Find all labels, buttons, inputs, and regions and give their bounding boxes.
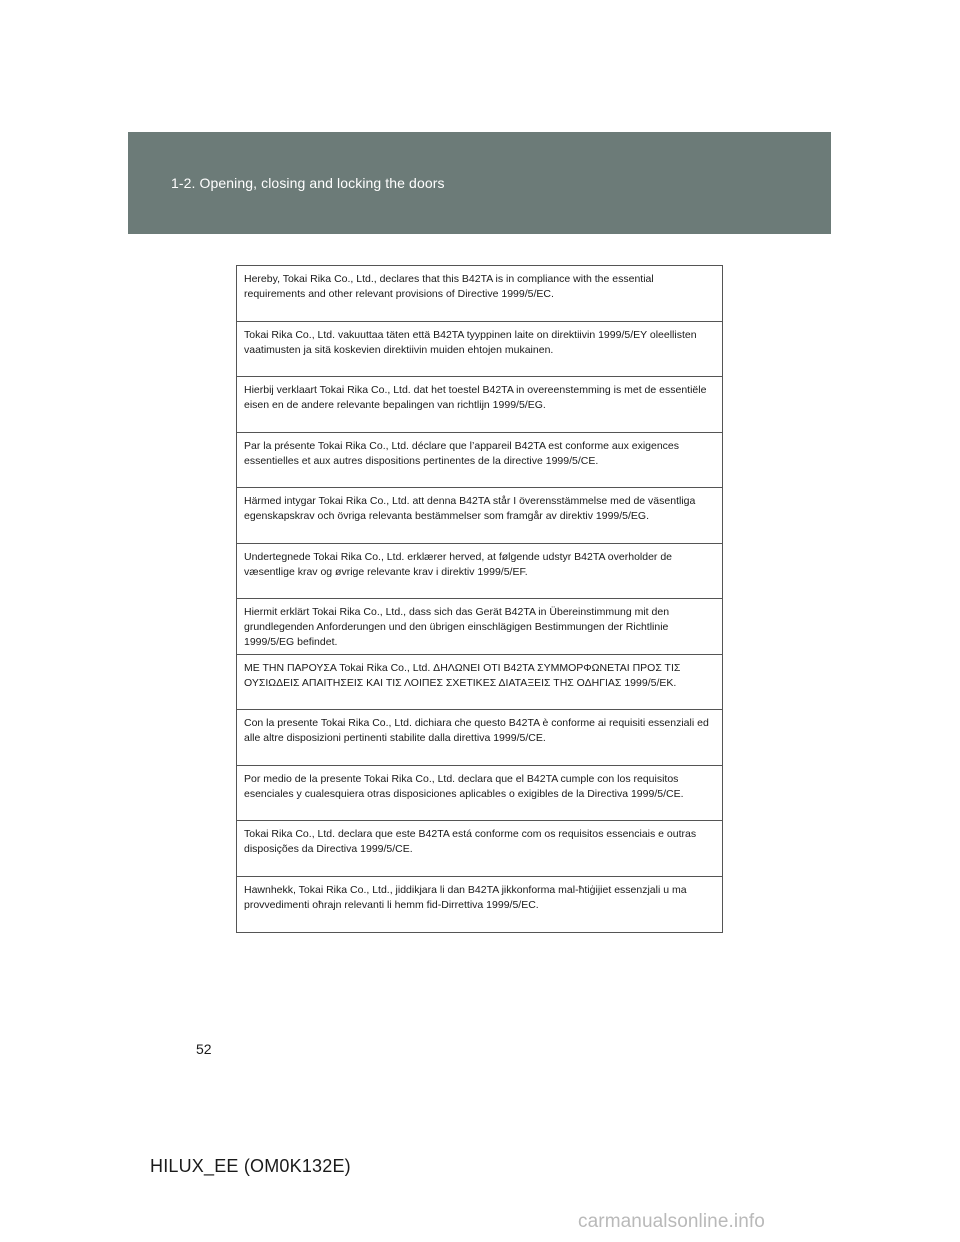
declarations-table: [236, 265, 723, 933]
declaration-row-italian: Con la presente Tokai Rika Co., Ltd. dichiara che questo B42TA è conforme ai requisiti essenziali ed alle altre disposizioni pertinenti stabilite dalla direttiva 1999/5/CE.: [237, 710, 722, 766]
section-title: 1-2. Opening, closing and locking the doors: [171, 175, 445, 191]
declaration-row-danish: Undertegnede Tokai Rika Co., Ltd. erklærer herved, at følgende udstyr B42TA overholder de væsentlige krav og øvrige relevante krav i direktiv 1999/5/EF.: [237, 544, 722, 600]
declaration-row-swedish: Härmed intygar Tokai Rika Co., Ltd. att denna B42TA står I överensstämmelse med de väsentliga egenskapskrav och övriga relevanta bestämmelser som framgår av direktiv 1999/5/EG.: [237, 488, 722, 544]
declaration-row-german: Hiermit erklärt Tokai Rika Co., Ltd., dass sich das Gerät B42TA in Übereinstimmung mit den grundlegenden Anforderungen und den übrigen einschlägigen Bestimmungen der Richtlinie 1999/5/EG befindet.: [237, 599, 722, 655]
declaration-row-spanish: Por medio de la presente Tokai Rika Co., Ltd. declara que el B42TA cumple con los requisitos esenciales y cualesquiera otras disposiciones aplicables o exigibles de la Directiva 1999/5/CE.: [237, 766, 722, 822]
declaration-row-dutch: Hierbij verklaart Tokai Rika Co., Ltd. dat het toestel B42TA in overeenstemming is met de essentiële eisen en de andere relevante bepalingen van richtlijn 1999/5/EG.: [237, 377, 722, 433]
declaration-row-french: Par la présente Tokai Rika Co., Ltd. déclare que l’appareil B42TA est conforme aux exigences essentielles et aux autres dispositions pertinentes de la directive 1999/5/CE.: [237, 433, 722, 489]
watermark-text: carmanualsonline.info: [578, 1211, 765, 1232]
page-number: 52: [196, 1041, 212, 1057]
declaration-row-maltese: Hawnhekk, Tokai Rika Co., Ltd., jiddikjara li dan B42TA jikkonforma mal-ħtiġijiet essenzjali u ma provvedimenti oħrajn relevanti li hemm fid-Dirrettiva 1999/5/EC.: [244, 883, 687, 911]
declaration-row-portuguese: Tokai Rika Co., Ltd. declara que este B42TA está conforme com os requisitos essenciais e outras disposições da Directiva 1999/5/CE.: [237, 821, 722, 877]
declaration-row-greek: ΜΕ ΤΗΝ ΠΑΡΟΥΣΑ Tokai Rika Co., Ltd. ΔΗΛΩΝΕΙ ΟΤΙ B42TA ΣΥΜΜΟΡΦΩΝΕΤΑΙ ΠΡΟΣ ΤΙΣ ΟΥΣΙΩΔΕΙΣ ΑΠΑΙΤΗΣΕΙΣ ΚΑΙ ΤΙΣ ΛΟΙΠΕΣ ΣΧΕΤΙΚΕΣ ΔΙΑΤΑΞΕΙΣ ΤΗΣ ΟΔΗΓΙΑΣ 1999/5/ΕΚ.: [237, 655, 722, 711]
declaration-row-finnish: Tokai Rika Co., Ltd. vakuuttaa täten että B42TA tyyppinen laite on direktiivin 1999/5/EY oleellisten vaatimusten ja sitä koskevien direktiivin muiden ehtojen mukainen.: [237, 322, 722, 378]
document-code: HILUX_EE (OM0K132E): [150, 1156, 351, 1176]
declaration-row-english: Hereby, Tokai Rika Co., Ltd., declares that this B42TA is in compliance with the essential requirements and other relevant provisions of Directive 1999/5/EC.: [237, 266, 722, 322]
section-header-band: [128, 132, 831, 234]
